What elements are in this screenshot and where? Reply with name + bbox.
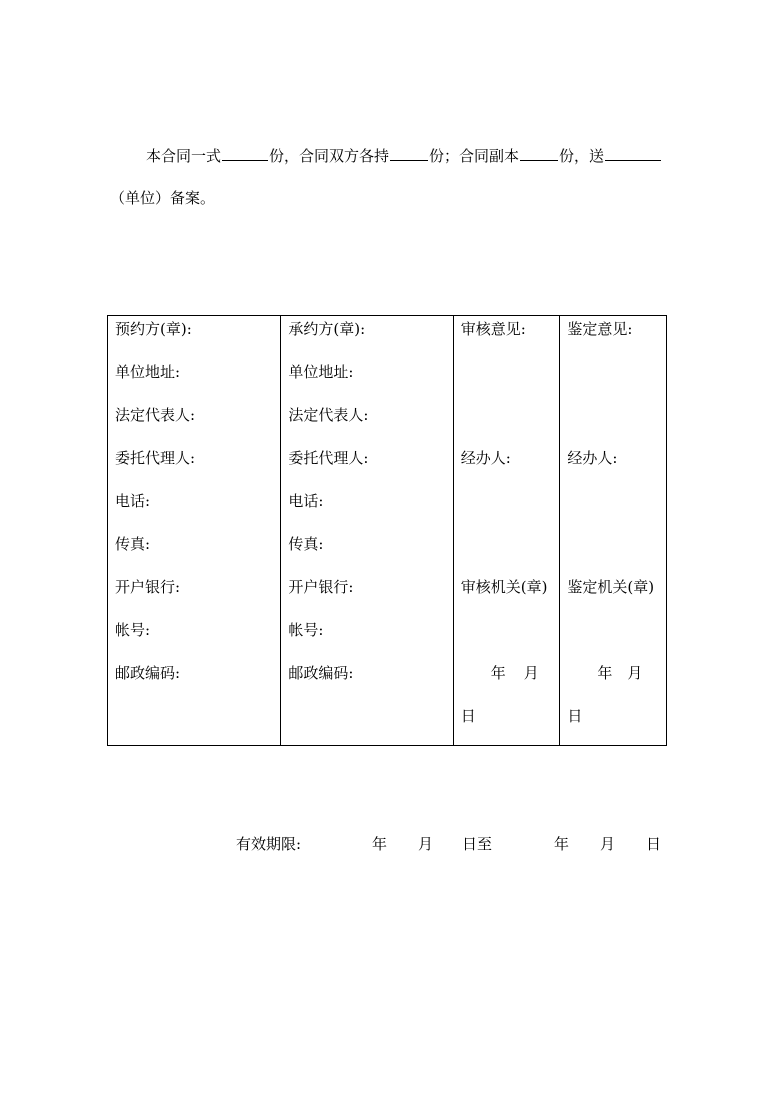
party-a-address: 单位地址: xyxy=(115,363,181,381)
copies-total-blank[interactable] xyxy=(222,144,268,161)
party-b-postcode: 邮政编码: xyxy=(288,664,354,682)
party-b-address: 单位地址: xyxy=(288,363,354,381)
appraisal-opinion-title: 鉴定意见: xyxy=(567,320,633,338)
copies-duplicate-blank[interactable] xyxy=(520,144,558,161)
party-b-account: 帐号: xyxy=(288,621,324,639)
party-b-bank: 开户银行: xyxy=(288,578,354,596)
party-a-title: 预约方(章): xyxy=(115,320,192,338)
review-authority-seal: 审核机关(章) xyxy=(460,578,548,596)
appraisal-handler: 经办人: xyxy=(567,449,618,467)
validity-end-month: 月 xyxy=(600,835,616,853)
validity-end-year: 年 xyxy=(554,835,570,853)
validity-start-month: 月 xyxy=(418,835,434,853)
review-date-day: 日 xyxy=(460,707,476,725)
party-b-column xyxy=(280,316,452,745)
appraisal-date-year: 年 xyxy=(597,664,613,682)
copies-statement xyxy=(146,144,662,166)
signature-table xyxy=(107,315,667,746)
validity-start-year: 年 xyxy=(372,835,388,853)
party-a-account: 帐号: xyxy=(115,621,151,639)
party-a-legal-rep: 法定代表人: xyxy=(115,406,196,424)
copies-text-5: （单位）备案。 xyxy=(110,189,216,207)
party-a-bank: 开户银行: xyxy=(115,578,181,596)
validity-label: 有效期限: xyxy=(236,835,302,853)
party-a-fax: 传真: xyxy=(115,535,151,553)
copies-each-party-blank[interactable] xyxy=(390,144,428,161)
review-date-year: 年 xyxy=(490,664,506,682)
filing-unit-blank[interactable] xyxy=(605,144,661,161)
appraisal-column xyxy=(559,316,666,745)
review-handler: 经办人: xyxy=(460,449,511,467)
party-b-title: 承约方(章): xyxy=(288,320,366,338)
party-b-phone: 电话: xyxy=(288,492,324,510)
review-column xyxy=(453,316,560,745)
party-a-postcode: 邮政编码: xyxy=(115,664,181,682)
party-a-agent: 委托代理人: xyxy=(115,449,196,467)
party-b-agent: 委托代理人: xyxy=(288,449,369,467)
appraisal-date-month: 月 xyxy=(627,664,643,682)
copies-statement-continued xyxy=(110,188,215,208)
copies-text-2: 份，合同双方各持 xyxy=(269,147,390,165)
party-a-phone: 电话: xyxy=(115,492,151,510)
review-date-month: 月 xyxy=(523,664,539,682)
appraisal-date-day: 日 xyxy=(567,707,583,725)
review-opinion-title: 审核意见: xyxy=(460,320,526,338)
validity-end-day: 日 xyxy=(646,835,662,853)
party-b-legal-rep: 法定代表人: xyxy=(288,406,369,424)
appraisal-authority-seal: 鉴定机关(章) xyxy=(567,578,655,596)
validity-start-day-to: 日至 xyxy=(462,835,493,853)
copies-text-4: 份，送 xyxy=(559,147,605,165)
copies-text-1: 本合同一式 xyxy=(146,147,222,165)
copies-text-3: 份；合同副本 xyxy=(429,147,520,165)
validity-period xyxy=(0,834,774,854)
party-a-column xyxy=(108,316,280,745)
party-b-fax: 传真: xyxy=(288,535,324,553)
